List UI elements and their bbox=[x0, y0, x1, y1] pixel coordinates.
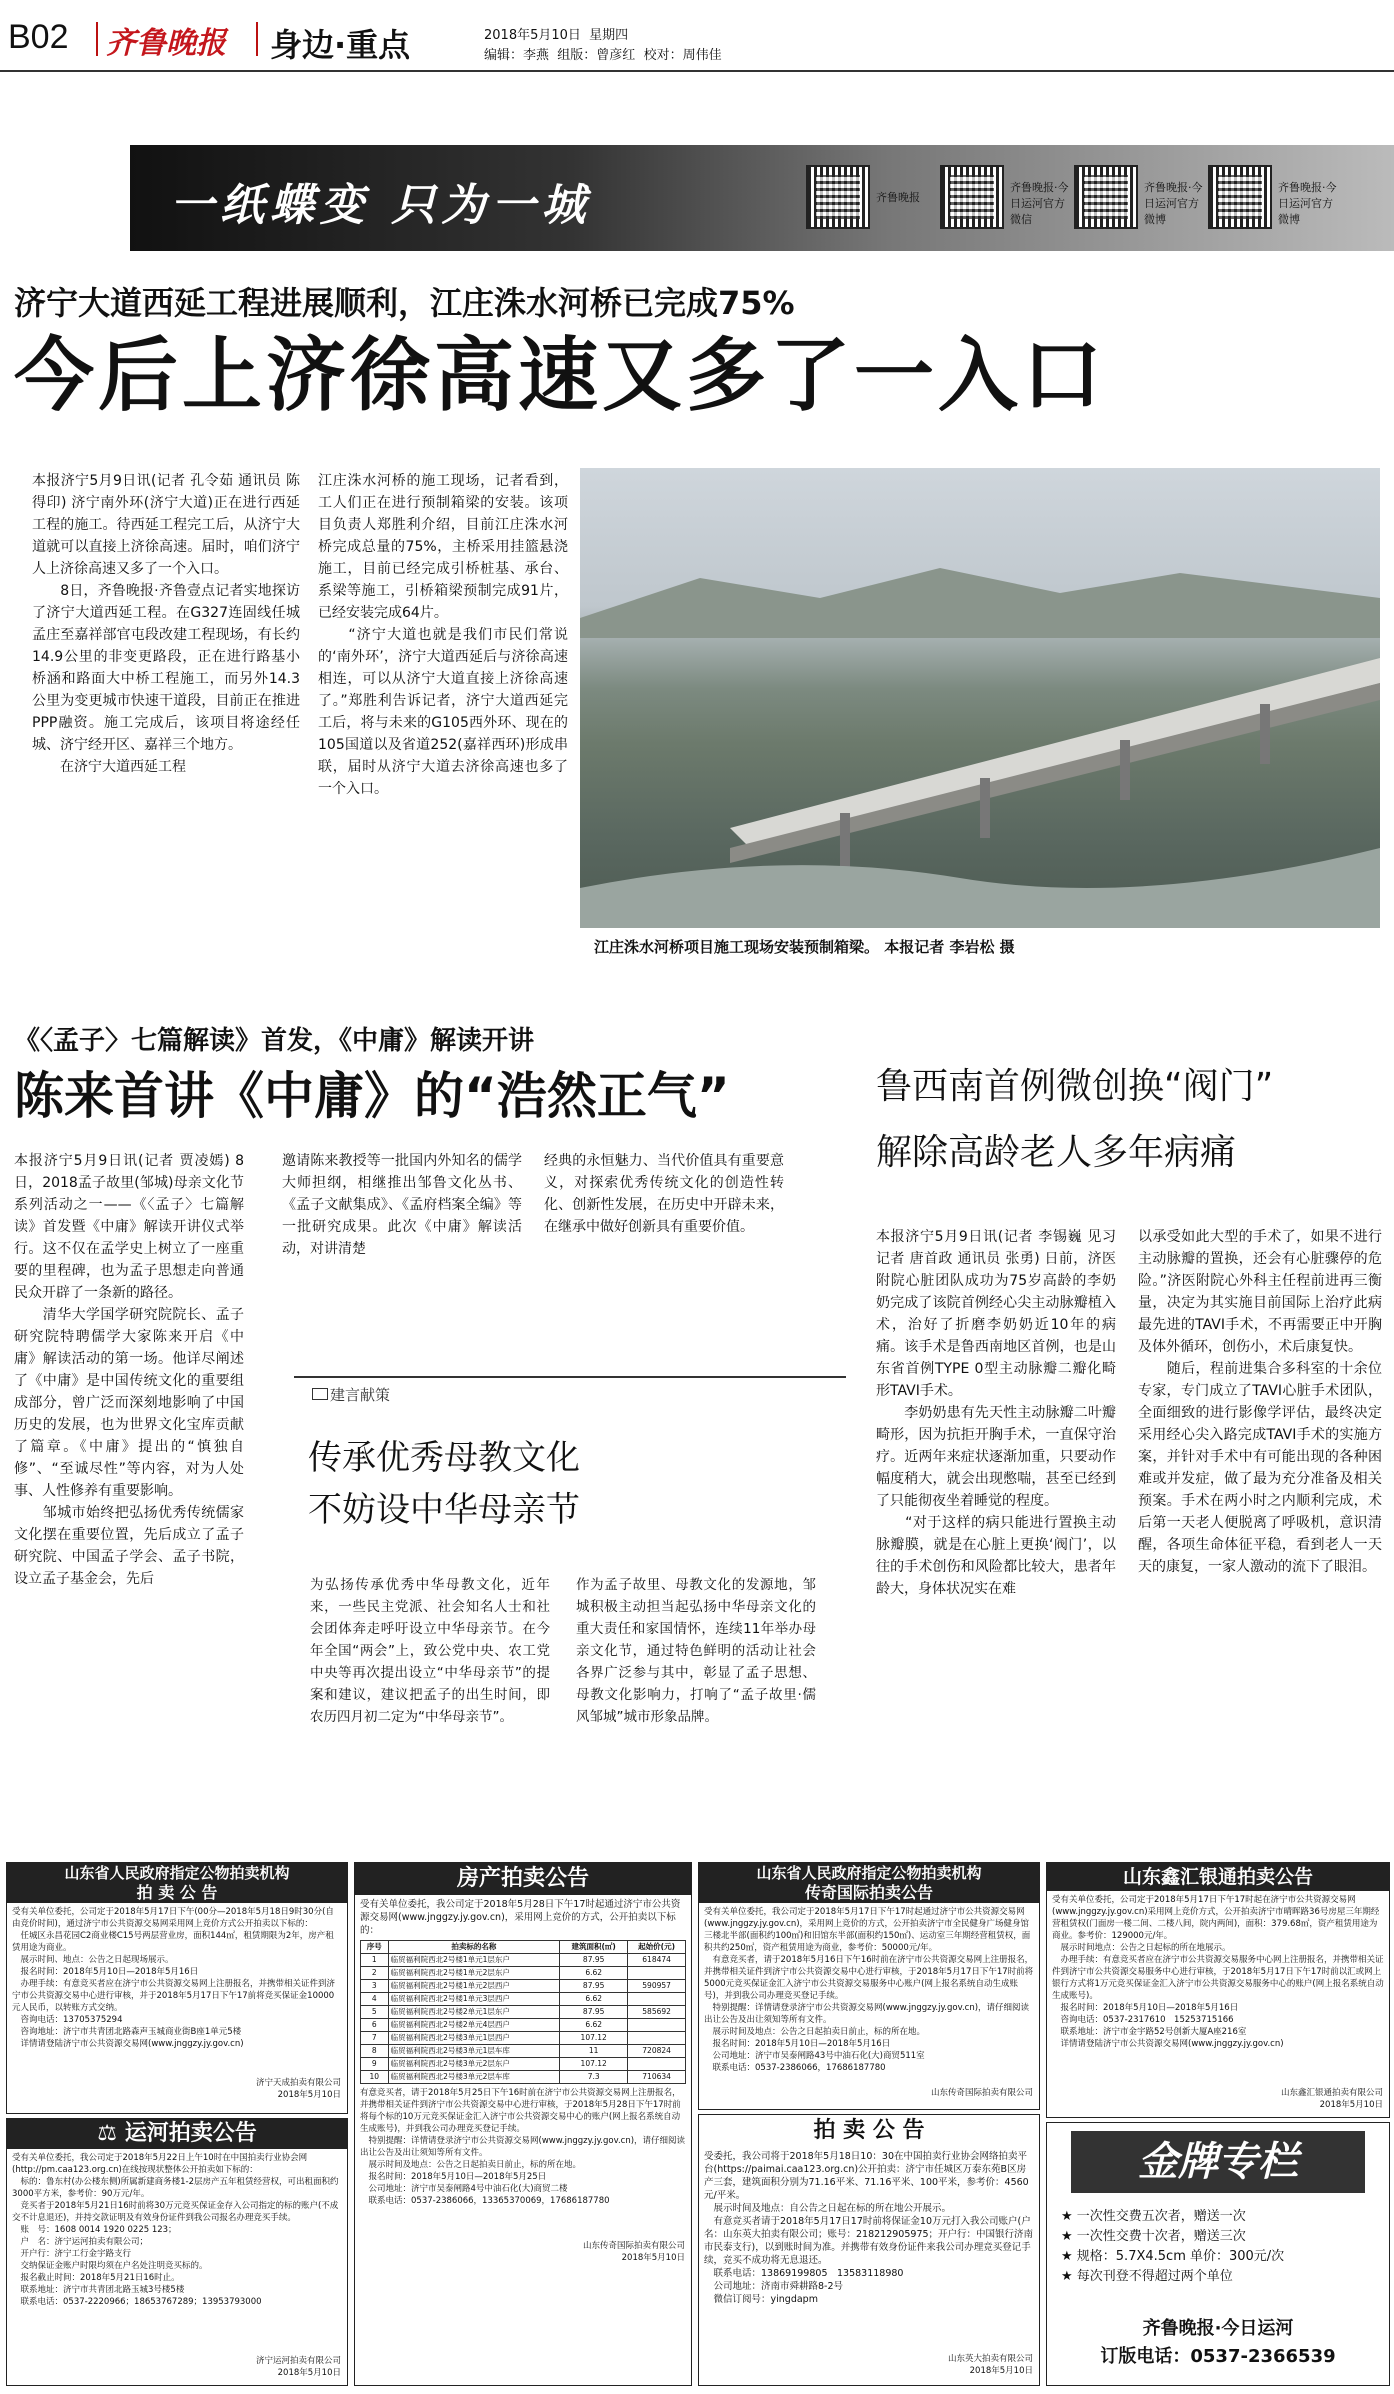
ad-body: 受有关单位委托，公司定于2018年5月17日下午17时起在济宁市公共资源交易网(www.jnggzy.jy.gov.cn)采用网上竞价方式，公开拍卖济宁市晴晖路36号房屋三年期经营租赁权(门面房一楼二间、二楼八间，院内两间)，面积：379.68㎡，资产租赁用途为商业。参考价：129000元/年。 展示时间地点：公告之日起标的所在地展示。 办理手续：有意竞买者应在济宁市公共资源交易服务中心网上注册报名，并携带相关证件到济宁市公共资源交易服务中心进行审核，于2018年5月17日下午17时前以汇或网上银行方式将1万元竞买保证金汇入济宁市公共资源交易服务中心的账户(网上报名系统自动生成账号)。 报名时间：2018年5月10日—2018年5月16日 咨询电话：0537-2317610 15253715166 联系地址：济宁市金宇路52号创新大厦A座216室 详情请登陆济宁市公共资源交易网(www.jnggzy.jy.gov.cn) bbox=[1052, 1895, 1384, 2049]
ad-company: 山东英大拍卖有限公司 bbox=[947, 2354, 1033, 2364]
ad-company: 山东传奇国际拍卖有限公司 bbox=[930, 2088, 1033, 2098]
table-cell: 4 bbox=[361, 1993, 389, 2006]
ad-company: 济宁天成拍卖有限公司 bbox=[255, 2078, 341, 2088]
ad-subtitle: 拍 卖 公 告 bbox=[7, 1883, 347, 1903]
page-header bbox=[0, 0, 1394, 70]
auction-table bbox=[360, 1940, 686, 2084]
ad-date: 2018年5月10日 bbox=[277, 2090, 341, 2100]
table-row bbox=[361, 1980, 686, 1993]
table-row bbox=[361, 2058, 686, 2071]
table-cell: 临贸福利院西北2号楼2单元4层西户 bbox=[388, 2019, 560, 2032]
jianyan-box bbox=[294, 1376, 846, 1848]
qr-code-icon bbox=[1208, 165, 1272, 229]
photo-pier bbox=[1260, 704, 1270, 764]
table-cell: 临贸福利院西北2号楼3单元2层车库 bbox=[388, 2071, 560, 2084]
promo-banner bbox=[130, 145, 1394, 251]
ad-date: 2018年5月10日 bbox=[969, 2366, 1033, 2376]
story1-headline: 今后上济徐高速又多了一入口 bbox=[14, 329, 1106, 422]
page-number: B02 bbox=[8, 18, 69, 56]
table-cell: 87.95 bbox=[560, 2006, 628, 2019]
ad-gold-column bbox=[1046, 2122, 1390, 2386]
qr-label-2: 齐鲁晚报·今日运河官方微信 bbox=[1010, 181, 1069, 226]
ad-date: 2018年5月10日 bbox=[1319, 2100, 1383, 2110]
table-cell: 720824 bbox=[628, 2045, 686, 2058]
jianyan-label bbox=[312, 1384, 390, 1405]
ad-property-auction bbox=[354, 1862, 692, 2386]
ad-date: 2018年5月10日 bbox=[621, 2253, 685, 2263]
proof-text: 校对：周伟佳 bbox=[643, 48, 722, 63]
table-header: 起始价(元) bbox=[628, 1941, 686, 1954]
document-icon bbox=[312, 1388, 328, 1400]
list-item: ★ 一次性交费十次者，赠送三次 bbox=[1061, 2229, 1246, 2244]
table-cell: 临贸福利院西北2号楼1单元2层西户 bbox=[388, 1980, 560, 1993]
ad-title: 山东鑫汇银通拍卖公告 bbox=[1047, 1863, 1389, 1891]
story3-column-1: 本报济宁5月9日讯(记者 李锡巍 见习记者 唐首政 通讯员 张勇) 日前，济医附院心脏团队成功为75岁高龄的李奶奶完成了该院首例经心尖主动脉瓣植入术，治好了折磨李奶奶近10年的病痛。该手术是鲁西南地区首例，也是山东省首例TYPE 0型主动脉瓣二瓣化畸形TAVI手术。 李奶奶患有先天性主动脉瓣二叶瓣畸形，因为抗拒开胸手术，一直保守治疗。近两年来症状逐渐加重，只要动作幅度稍大，就会出现憋喘，甚至已经到了只能彻夜坐着睡觉的程度。 “对于这样的病只能进行置换主动脉瓣膜，就是在心脏上更换‘阀门’，以往的手术创伤和风险都比较大，患者年龄大，身体状况实在难 bbox=[876, 1229, 1116, 1597]
section-name: 身边·重点 bbox=[270, 26, 411, 64]
story2-column-1: 本报济宁5月9日讯(记者 贾凌嫣) 8日，2018孟子故里(邹城)母亲文化节系列活动之一——《〈孟子〉七篇解读》首发暨《中庸》解读开讲仪式举行。这不仅在孟学史上树立了一座重要的里程碑，也为孟子思想走向普通民众开辟了一条新的路径。 清华大学国学研究院院长、孟子研究院特聘儒学大家陈来开启《中庸》解读活动的第一场。他详尽阐述了《中庸》是中国传统文化的重要组成部分，曾广泛而深刻地影响了中国历史的发展，也为世界文化宝库贡献了篇章。《中庸》提出的“慎独自修”、“至诚尽性”等内容，对为人处事、人性修养有重要影响。 邹城市始终把弘扬优秀传统儒家文化摆在重要位置，先后成立了孟子研究院、中国孟子学会、孟子书院，设立孟子基金会，先后 bbox=[14, 1153, 244, 1587]
ad-body: 受有关单位委托，我公司定于2018年5月22日上午10时在中国拍卖行业协会网(http://pm.caa123.org.cn)在线按现状整体公开拍卖如下标的： 标的：鲁东村(办公楼东侧)所属新建商务楼1-2层房产五年租赁经营权，可出租面积约3000平方米，参考价：90万元/年。 竞买者于2018年5月21日16时前将30万元竞买保证金存入公司指定的标的账户(不成交不计息退还)，并持交款证明及有效身份证件到我公司报名办理竞买手续。 账 号：1608 0014 1920 0225 123； 户 名：济宁运河拍卖有限公司； 开户行：济宁工行金宇路支行 交纳保证金账户时限均须在户名处注明竞买标的。 报名截止时间：2018年5月21日16时止。 联系地址：济宁市共青团北路玉城3号楼5楼 联系电话：0537-2220966；18653767289；13953793000 bbox=[12, 2153, 339, 2307]
story3-column-2: 以承受如此大型的手术了，如果不进行主动脉瓣的置换，还会有心脏骤停的危险。”济医附院心外科主任程前进再三衡量，决定为其实施目前国际上治疗此病最先进的TAVI手术，不再需要正中开胸及体外循环，创伤小，术后康复快。 随后，程前进集合多科室的十余位专家，专门成立了TAVI心脏手术团队，全面细致的进行影像学评估，最终决定采用经心尖入路完成TAVI手术的实施方案，并针对手术中有可能出现的各种困难或并发症，做了最为充分准备及相关预案。手术在两小时之内顺利完成，术后第一天老人便脱离了呼吸机，意识清醒，各项生命体征平稳，看到老人一天天的康复，一家人激动的流下了眼泪。 bbox=[1138, 1229, 1382, 1575]
table-row bbox=[361, 2019, 686, 2032]
table-cell: 临贸福利院西北2号楼1单元3层西户 bbox=[388, 1993, 560, 2006]
ad-company: 山东传奇国际拍卖有限公司 bbox=[582, 2241, 685, 2251]
table-cell: 7.3 bbox=[560, 2071, 628, 2084]
ad-yingda-auction bbox=[698, 2114, 1040, 2386]
photo-mountains bbox=[580, 568, 1380, 638]
table-cell: 8 bbox=[361, 2045, 389, 2058]
table-cell: 9 bbox=[361, 2058, 389, 2071]
ad-date: 2018年5月10日 bbox=[277, 2368, 341, 2378]
jianyan-column-2: 作为孟子故里、母教文化的发源地，邹城积极主动担当起弘扬中华母亲文化的重大责任和家国情怀，连续11年举办母亲文化节，通过特色鲜明的活动让社会各界广泛参与其中，彰显了孟子思想、母教文化影响力，打响了“孟子故里·儒风邹城”城市形象品牌。 bbox=[576, 1577, 816, 1725]
story1-column-2: 江庄洙水河桥的施工现场，记者看到，工人们正在进行预制箱梁的安装。该项目负责人郑胜利介绍，目前江庄洙水河桥完成总量的75%，主桥采用挂篮悬浇施工，目前已经完成引桥桩基、承台、系梁等施工，引桥箱梁预制完成91片，已经安装完成64片。 “济宁大道也就是我们市民们常说的‘南外环’，济宁大道西延后与济徐高速相连，可以从济宁大道直接上济徐高速了。”郑胜利告诉记者，济宁大道西延完工后，将与未来的G105西外环、现在的105国道以及省道252(嘉祥西环)形成串联，届时从济宁大道去济徐高速也多了一个入口。 bbox=[318, 473, 568, 797]
table-row bbox=[361, 2032, 686, 2045]
gold-column-items bbox=[1061, 2207, 1284, 2287]
gold-column-title: 金牌专栏 bbox=[1071, 2131, 1365, 2193]
auction-table-wrap bbox=[355, 1940, 691, 2084]
qr-label-1: 齐鲁晚报 bbox=[876, 191, 920, 204]
table-cell: 6.62 bbox=[560, 2019, 628, 2032]
banner-slogan: 一纸蝶变 只为一城 bbox=[170, 180, 592, 231]
table-cell: 3 bbox=[361, 1980, 389, 1993]
table-row bbox=[361, 1967, 686, 1980]
table-cell: 590957 bbox=[628, 1980, 686, 1993]
auction-hammer-icon: ⚖ bbox=[97, 2121, 125, 2146]
photo-caption: 江庄洙水河桥项目施工现场安装预制箱梁。 本报记者 李岩松 摄 bbox=[594, 938, 1015, 956]
table-cell: 10 bbox=[361, 2071, 389, 2084]
table-cell: 107.12 bbox=[560, 2032, 628, 2045]
table-cell: 临贸福利院西北2号楼1单元2层东户 bbox=[388, 1967, 560, 1980]
ad-tiancheng-auction bbox=[6, 1862, 348, 2114]
table-cell: 87.95 bbox=[560, 1980, 628, 1993]
story2-headline: 陈来首讲《中庸》的“浩然正气” bbox=[14, 1067, 730, 1125]
table-cell: 2 bbox=[361, 1967, 389, 1980]
ad-title bbox=[7, 2119, 347, 2149]
ad-xinhui-auction bbox=[1046, 1862, 1390, 2118]
table-cell: 585692 bbox=[628, 2006, 686, 2019]
table-cell: 临贸福利院西北2号楼2单元1层东户 bbox=[388, 2006, 560, 2019]
table-cell bbox=[628, 1993, 686, 2006]
table-cell bbox=[628, 2058, 686, 2071]
ad-body: 受委托，我公司将于2018年5月18日10：30在中国拍卖行业协会网络拍卖平台(https://paimai.caa123.org.cn)公开拍卖：济宁市任城区万泰东苑B区房产三套，建筑面积分别为71.16平米、71.16平米、100平米，参考价：4560元/平米。 展示时间及地点：自公告之日起在标的所在地公开展示。 有意竞买者请于2018年5月17日17时前将保证金10万元打入我公司账户(户名：山东英大拍卖有限公司；账号：218212905975；开户行：中国银行济南市民泰支行)，以到账时间为准。并携带有效身份证件来我公司办理竞买登记手续，竞买不成功将无息退还。 联系电话：13869199805 13583118980 公司地址：济南市舜耕路8-2号 微信订阅号：yingdapm bbox=[704, 2151, 1034, 2305]
date-text: 2018年5月10日 bbox=[484, 28, 581, 43]
auction-table-body bbox=[361, 1954, 686, 2084]
story3-headline-1: 鲁西南首例微创换“阀门” bbox=[876, 1066, 1274, 1107]
list-item: ★ 每次刊登不得超过两个单位 bbox=[1061, 2269, 1233, 2284]
bridge-photo bbox=[580, 468, 1380, 928]
table-cell: 87.95 bbox=[560, 1954, 628, 1967]
ad-chuanqi-auction bbox=[698, 1862, 1040, 2110]
table-cell: 1 bbox=[361, 1954, 389, 1967]
ad-title: 拍 卖 公 告 bbox=[813, 2118, 925, 2143]
story1-kicker: 济宁大道西延工程进展顺利，江庄洙水河桥已完成75% bbox=[14, 284, 795, 322]
jianyan-title-2: 不妨设中华母亲节 bbox=[308, 1490, 580, 1530]
ad-intro: 受有关单位委托，我公司定于2018年5月28日下午17时起通过济宁市公共资源交易网(www.jnggzy.jy.gov.cn)，采用网上竞价的方式，公开拍卖以下标的： bbox=[360, 1899, 681, 1936]
ad-title-text: 运河拍卖公告 bbox=[124, 2121, 257, 2146]
table-row bbox=[361, 1993, 686, 2006]
list-item: ★ 一次性交费五次者，赠送一次 bbox=[1061, 2209, 1246, 2224]
bridge-photo-drawing bbox=[580, 468, 1380, 928]
header-rule bbox=[0, 70, 1394, 72]
table-cell bbox=[628, 1967, 686, 1980]
table-cell: 临贸福利院西北2号楼3单元1层车库 bbox=[388, 2045, 560, 2058]
qr-code-icon bbox=[806, 165, 870, 229]
paper-name: 齐鲁晚报 bbox=[106, 26, 226, 61]
ad-body: 受有关单位委托，我公司定于2018年5月17日下午17时起通过济宁市公共资源交易网(www.jnggzy.jy.gov.cn)，采用网上竞价的方式，公开拍卖济宁市全民健身广场健身馆三楼北半部(面积约100㎡)和旧馆东半部(面积约150㎡)、运动室三年期经营租赁权，面积共约250㎡，资产租赁用途为商业，参考价：50000元/年。 有意竞买者，请于2018年5月16日下午16时前在济宁市公共资源交易网上注册报名，并携带相关证件到济宁市公共资源交易中心进行审核，于2018年5月17日下午17时前将5000元竞买保证金汇入济宁市公共资源交易服务中心账户(网上报名系统自动生成账号)，并到我公司办理竞买登记手续。 特别提醒：详情请登录济宁市公共资源交易网(www.jnggzy.jy.gov.cn)，请仔细阅读出让公告及出让须知等所有文件。 展示时间及地点：公告之日起拍卖日前止，标的所在地。 报名时间：2018年5月10日—2018年5月16日 公司地址：济宁市吴泰闸路43号中油石化(大)商贸511室 联系电话：0537-2386066，17686187780 bbox=[704, 1907, 1034, 2073]
jianyan-title-1: 传承优秀母教文化 bbox=[308, 1438, 580, 1478]
table-cell: 临贸福利院西北2号楼3单元1层西户 bbox=[388, 2032, 560, 2045]
qr-label-3: 齐鲁晚报·今日运河官方微博 bbox=[1144, 181, 1203, 226]
photo-pier bbox=[980, 778, 990, 838]
story2-column-3: 经典的永恒魅力、当代价值具有重要意义，对探索优秀传统文化的创造性转化、创新性发展，在历史中开辟未来，在继承中做好创新具有重要价值。 bbox=[544, 1153, 784, 1235]
table-cell: 临贸福利院西北2号楼1单元1层东户 bbox=[388, 1954, 560, 1967]
story3-headline-2: 解除高龄老人多年病痛 bbox=[876, 1132, 1237, 1173]
table-row bbox=[361, 2071, 686, 2084]
editor-credits bbox=[484, 44, 722, 63]
table-header-row bbox=[361, 1941, 686, 1954]
table-cell: 7 bbox=[361, 2032, 389, 2045]
ad-body: 有意竞买者，请于2018年5月25日下午16时前在济宁市公共资源交易网上注册报名，并携带相关证件到济宁市公共资源交易中心进行审核，于2018年5月28日下午17时前将每个标的10万元竞买保证金汇入济宁市公共资源交易中心的账户(网上报名系统自动生成账号)，并到我公司办理竞买登记手续。 特别提醒：详情请登录济宁市公共资源交易网(www.jnggzy.jy.gov.cn)，请仔细阅读出让公告及出让须知等所有文件。 展示时间及地点：公告之日起拍卖日前止，标的所在地。 报名时间：2018年5月10日—2018年5月25日 公司地址：济宁市吴泰闸路4号中油石化(大)商贸二楼 联系电话：0537-2386066，13365370069，17686187780 bbox=[360, 2088, 686, 2206]
story1-column-1: 本报济宁5月9日讯(记者 孔令茹 通讯员 陈得印) 济宁南外环(济宁大道)正在进行西延工程的施工。待西延工程完工后，从济宁大道就可以直接上济徐高速。届时，咱们济宁人上济徐高速又多了一个入口。 8日，齐鲁晚报·齐鲁壹点记者实地探访了济宁大道西延工程。在G327连固线任城孟庄至嘉祥部官屯段改建工程现场，有长约14.9公里的非变更路段，正在进行路基小桥涵和路面大中桥工程施工，而另外14.3公里为变更城市快速干道段，目前正在推进PPP融资。施工完成后，该项目将途经任城、济宁经开区、嘉祥三个地方。 在济宁大道西延工程 bbox=[32, 473, 300, 775]
weekday-text: 星期四 bbox=[589, 28, 629, 43]
list-item: ★ 规格：5.7X4.5cm 单价：300元/次 bbox=[1061, 2249, 1285, 2264]
table-cell: 710634 bbox=[628, 2071, 686, 2084]
table-cell: 6.62 bbox=[560, 1993, 628, 2006]
header-divider-2 bbox=[256, 22, 258, 56]
table-row bbox=[361, 2045, 686, 2058]
ad-company: 济宁运河拍卖有限公司 bbox=[255, 2356, 341, 2366]
table-cell bbox=[628, 2019, 686, 2032]
qr-code-icon bbox=[940, 165, 1004, 229]
ad-body: 受有关单位委托，公司定于2018年5月17日下午(00分—2018年5月18日9时30分(自由竞价时间)，通过济宁市公共资源交易网采用网上竞价方式公开拍卖以下标的： 任城区永昌花园C2商业楼C15号两层营业房，面积144㎡，租赁期限为2年，房产租赁用途为商业。 展示时间、地点：公告之日起现场展示。 报名时间：2018年5月10日—2018年5月16日 办理手续：有意竞买者应在济宁市公共资源交易网上注册报名，并携带相关证件到济宁市公共资源交易中心进行审核，并于2018年5月17日下午17前将竞买保证金10000元人民币，以转账方式交纳。 咨询电话：13705375294 咨询地址：济宁市共青团北路森声玉城商业街B座1单元5楼 详情请登陆济宁市公共资源交易网(www.jnggzy.jy.gov.cn) bbox=[12, 1907, 336, 2049]
table-header: 拍卖标的名称 bbox=[388, 1941, 560, 1954]
photo-bridge-side bbox=[730, 683, 1380, 863]
gold-column-brand: 齐鲁晚报·今日运河 bbox=[1142, 2318, 1294, 2339]
table-cell: 5 bbox=[361, 2006, 389, 2019]
issue-date bbox=[484, 24, 628, 43]
table-cell: 11 bbox=[560, 2045, 628, 2058]
table-row bbox=[361, 2006, 686, 2019]
story2-kicker: 《〈孟子〉七篇解读》首发，《中庸》解读开讲 bbox=[14, 1026, 535, 1056]
photo-bridge-deck bbox=[730, 658, 1380, 848]
editor-text: 编辑：李燕 bbox=[484, 48, 550, 63]
ad-subtitle: 传奇国际拍卖公告 bbox=[699, 1883, 1039, 1903]
photo-pier bbox=[1120, 740, 1130, 800]
header-divider-1 bbox=[96, 22, 98, 56]
table-row bbox=[361, 1954, 686, 1967]
story2-column-2: 邀请陈来教授等一批国内外知名的儒学大师担纲，相继推出邹鲁文化丛书、《孟子文献集成》、《孟府档案全编》等一批研究成果。此次《中庸》解读活动，对讲清楚 bbox=[282, 1153, 522, 1257]
qr-code-icon bbox=[1074, 165, 1138, 229]
table-cell: 6 bbox=[361, 2019, 389, 2032]
table-cell: 6.62 bbox=[560, 1967, 628, 1980]
ad-company: 山东鑫汇银通拍卖有限公司 bbox=[1280, 2088, 1383, 2098]
ad-title: 山东省人民政府指定公物拍卖机构 bbox=[7, 1863, 347, 1883]
table-header: 序号 bbox=[361, 1941, 389, 1954]
layout-text: 组版：曾彦红 bbox=[557, 48, 636, 63]
jianyan-label-text: 建言献策 bbox=[330, 1386, 391, 1404]
ad-title: 房产拍卖公告 bbox=[355, 1863, 691, 1895]
table-cell bbox=[628, 2032, 686, 2045]
table-cell: 618474 bbox=[628, 1954, 686, 1967]
gold-column-phone: 订版电话：0537-2366539 bbox=[1100, 2346, 1336, 2367]
table-cell: 107.12 bbox=[560, 2058, 628, 2071]
ad-yunhe-auction bbox=[6, 2118, 348, 2386]
ad-title: 山东省人民政府指定公物拍卖机构 bbox=[699, 1863, 1039, 1883]
table-header: 建筑面积(㎡) bbox=[560, 1941, 628, 1954]
jianyan-column-1: 为弘扬传承优秀中华母教文化，近年来，一些民主党派、社会知名人士和社会团体奔走呼吁设立中华母亲节。在今年全国“两会”上，致公党中央、农工党中央等再次提出设立“中华母亲节”的提案和建议，建议把孟子的出生时间，即农历四月初二定为“中华母亲节”。 bbox=[310, 1577, 550, 1725]
qr-label-4: 齐鲁晚报·今日运河官方微博 bbox=[1278, 181, 1337, 226]
table-cell: 临贸福利院西北2号楼3单元2层东户 bbox=[388, 2058, 560, 2071]
photo-pier bbox=[840, 813, 850, 873]
photo-river bbox=[580, 848, 1380, 928]
